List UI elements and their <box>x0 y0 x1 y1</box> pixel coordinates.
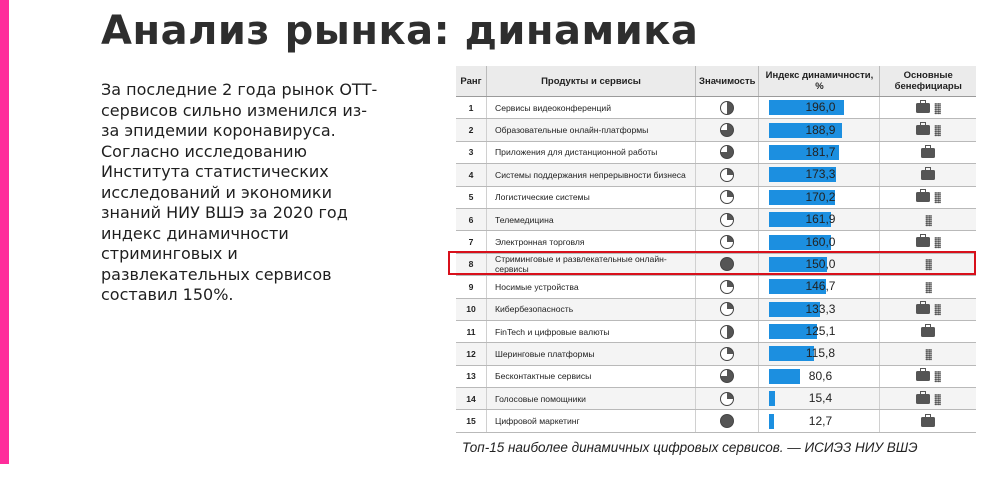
people-icon: ⸽⸽⸽⸽ <box>934 193 941 205</box>
row-index <box>759 343 880 365</box>
row-index <box>759 186 880 208</box>
briefcase-icon <box>921 417 935 427</box>
header-name: Продукты и сервисы <box>487 66 696 97</box>
table-row <box>456 298 976 320</box>
row-rank: 5 <box>456 186 487 208</box>
row-index <box>759 141 880 163</box>
row-beneficiaries <box>880 119 976 141</box>
row-index <box>759 276 880 298</box>
people-icon: ⸽⸽⸽⸽ <box>925 215 932 227</box>
people-icon: ⸽⸽⸽⸽ <box>934 372 941 384</box>
row-rank: 2 <box>456 119 487 141</box>
index-value: 115,8 <box>805 346 836 361</box>
index-value: 196,0 <box>805 100 836 115</box>
row-rank: 1 <box>456 97 487 119</box>
header-significance: Значимость <box>696 66 759 97</box>
table-row <box>456 186 976 208</box>
row-product-name: Кибербезопасность <box>487 298 696 320</box>
index-value: 125,1 <box>805 324 836 339</box>
row-product-name: Бесконтактные сервисы <box>487 365 696 387</box>
row-product-name: Голосовые помощники <box>487 388 696 410</box>
row-beneficiaries <box>880 208 976 230</box>
row-rank: 4 <box>456 164 487 186</box>
row-rank: 14 <box>456 388 487 410</box>
header-rank: Ранг <box>456 66 487 97</box>
row-beneficiaries <box>880 410 976 432</box>
index-value: 170,2 <box>805 189 836 204</box>
table-row <box>456 164 976 186</box>
index-value: 12,7 <box>808 413 833 428</box>
highlight-streaming-row <box>448 251 976 275</box>
table-row <box>456 97 976 119</box>
row-significance <box>696 388 759 410</box>
row-rank: 13 <box>456 365 487 387</box>
row-index <box>759 119 880 141</box>
row-index <box>759 231 880 253</box>
row-significance <box>696 298 759 320</box>
significance-pie-icon <box>720 145 734 159</box>
dynamics-table-figure <box>456 66 976 433</box>
index-value: 161,9 <box>805 212 836 227</box>
briefcase-icon <box>916 371 930 381</box>
row-beneficiaries <box>880 365 976 387</box>
significance-pie-icon <box>720 235 734 249</box>
people-icon: ⸽⸽⸽⸽ <box>934 394 941 406</box>
row-rank: 10 <box>456 298 487 320</box>
row-product-name: Приложения для дистанционной работы <box>487 141 696 163</box>
table-row <box>456 231 976 253</box>
briefcase-icon <box>921 170 935 180</box>
row-product-name: Стриминговые и развлекательные онлайн-сервисы <box>487 253 696 275</box>
dynamics-table <box>456 66 976 433</box>
row-significance <box>696 276 759 298</box>
row-significance <box>696 186 759 208</box>
row-beneficiaries <box>880 97 976 119</box>
table-row <box>456 141 976 163</box>
table-row <box>456 410 976 432</box>
row-product-name: Образовательные онлайн-платформы <box>487 119 696 141</box>
significance-pie-icon <box>720 280 734 294</box>
significance-pie-icon <box>720 101 734 115</box>
row-rank: 9 <box>456 276 487 298</box>
row-significance <box>696 97 759 119</box>
table-row <box>456 320 976 342</box>
row-rank: 3 <box>456 141 487 163</box>
row-significance <box>696 164 759 186</box>
table-row <box>456 119 976 141</box>
people-icon: ⸽⸽⸽⸽ <box>925 349 932 361</box>
briefcase-icon <box>916 304 930 314</box>
index-value: 173,3 <box>805 167 836 182</box>
table-row <box>456 208 976 230</box>
people-icon: ⸽⸽⸽⸽ <box>934 305 941 317</box>
significance-pie-icon <box>720 168 734 182</box>
row-index <box>759 388 880 410</box>
header-index: Индекс динамичности, % <box>759 66 880 97</box>
significance-pie-icon <box>720 347 734 361</box>
row-index <box>759 365 880 387</box>
row-beneficiaries <box>880 276 976 298</box>
table-caption: Топ-15 наиболее динамичных цифровых сервисов. — ИСИЭЗ НИУ ВШЭ <box>462 440 918 455</box>
row-rank: 7 <box>456 231 487 253</box>
table-row <box>456 365 976 387</box>
row-product-name: Телемедицина <box>487 208 696 230</box>
row-beneficiaries <box>880 231 976 253</box>
index-value: 133,3 <box>805 301 836 316</box>
index-value: 160,0 <box>805 234 836 249</box>
slide-title: Анализ рынка: динамика <box>101 8 699 54</box>
row-significance <box>696 365 759 387</box>
index-value: 80,6 <box>808 368 833 383</box>
significance-pie-icon <box>720 369 734 383</box>
people-icon: ⸽⸽⸽⸽ <box>925 282 932 294</box>
slide-body-text: За последние 2 года рынок ОТТ-сервисов сильно изменился из-за эпидемии коронавируса. Согласно исследованию Института статистических исследований и экономики знаний НИУ ВШЭ за 2020 год индекс динамичности стриминговых и развлекательных сервисов составил 150%. <box>101 80 378 304</box>
row-product-name: Сервисы видеоконференций <box>487 97 696 119</box>
index-value: 181,7 <box>805 144 836 159</box>
row-beneficiaries <box>880 343 976 365</box>
row-significance <box>696 119 759 141</box>
index-value: 15,4 <box>808 391 833 406</box>
significance-pie-icon <box>720 213 734 227</box>
row-index <box>759 97 880 119</box>
briefcase-icon <box>916 237 930 247</box>
significance-pie-icon <box>720 325 734 339</box>
row-beneficiaries <box>880 298 976 320</box>
row-significance <box>696 141 759 163</box>
people-icon: ⸽⸽⸽⸽ <box>934 103 941 115</box>
row-beneficiaries <box>880 141 976 163</box>
row-product-name: Носимые устройства <box>487 276 696 298</box>
row-index <box>759 164 880 186</box>
table-row <box>456 343 976 365</box>
row-product-name: Шеринговые платформы <box>487 343 696 365</box>
significance-pie-icon <box>720 414 734 428</box>
table-header-row <box>456 66 976 97</box>
row-beneficiaries <box>880 388 976 410</box>
row-rank: 15 <box>456 410 487 432</box>
briefcase-icon <box>916 103 930 113</box>
row-product-name: Логистические системы <box>487 186 696 208</box>
people-icon: ⸽⸽⸽⸽ <box>934 126 941 138</box>
header-beneficiaries: Основные бенефициары <box>880 66 976 97</box>
row-significance <box>696 320 759 342</box>
row-index <box>759 298 880 320</box>
people-icon: ⸽⸽⸽⸽ <box>934 238 941 250</box>
significance-pie-icon <box>720 302 734 316</box>
briefcase-icon <box>921 148 935 158</box>
people-icon: ⸽⸽⸽⸽ <box>925 260 932 272</box>
row-product-name: FinTech и цифровые валюты <box>487 320 696 342</box>
table-row <box>456 276 976 298</box>
row-product-name: Электронная торговля <box>487 231 696 253</box>
row-rank: 11 <box>456 320 487 342</box>
briefcase-icon <box>921 327 935 337</box>
row-index <box>759 410 880 432</box>
row-significance <box>696 208 759 230</box>
briefcase-icon <box>916 125 930 135</box>
table-row <box>456 388 976 410</box>
accent-bar <box>0 0 9 464</box>
significance-pie-icon <box>720 123 734 137</box>
row-rank: 6 <box>456 208 487 230</box>
index-value: 150,0 <box>805 256 836 271</box>
row-product-name: Системы поддержания непрерывности бизнеса <box>487 164 696 186</box>
row-significance <box>696 343 759 365</box>
row-product-name: Цифровой маркетинг <box>487 410 696 432</box>
row-index <box>759 320 880 342</box>
index-value: 188,9 <box>805 122 836 137</box>
row-beneficiaries <box>880 186 976 208</box>
row-significance <box>696 410 759 432</box>
row-beneficiaries <box>880 164 976 186</box>
significance-pie-icon <box>720 392 734 406</box>
briefcase-icon <box>916 192 930 202</box>
index-value: 146,7 <box>805 279 836 294</box>
briefcase-icon <box>916 394 930 404</box>
row-beneficiaries <box>880 320 976 342</box>
row-index <box>759 208 880 230</box>
row-rank: 8 <box>456 253 487 275</box>
significance-pie-icon <box>720 190 734 204</box>
row-significance <box>696 231 759 253</box>
row-rank: 12 <box>456 343 487 365</box>
